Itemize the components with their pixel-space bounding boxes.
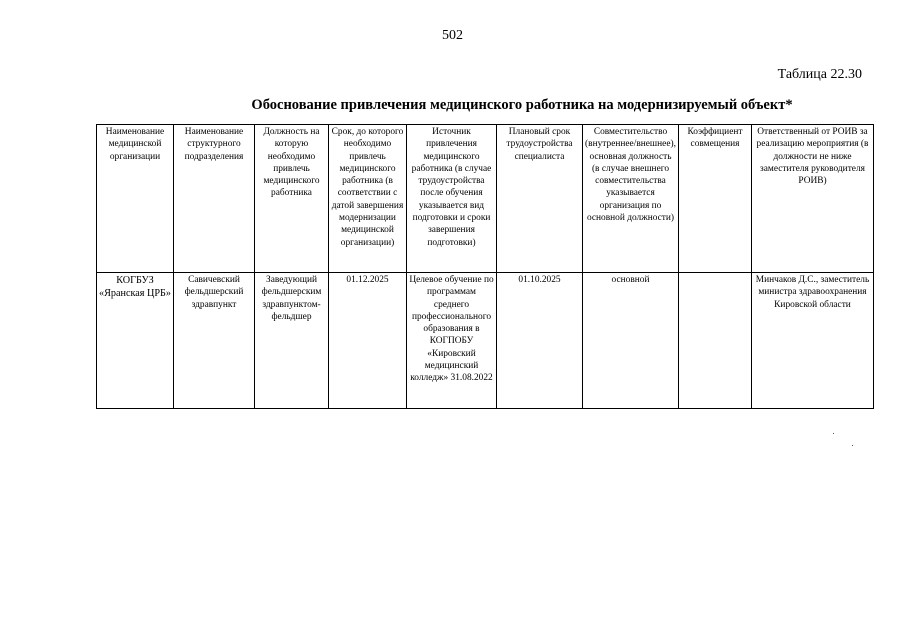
cell-deadline: 01.12.2025 (329, 273, 407, 409)
scan-speck (852, 445, 853, 446)
header-combination: Совместительство (внутреннее/внешнее), основная должность (в случае внешнего совместительства указывается организация по основной должности) (583, 125, 679, 273)
cell-source: Целевое обучение по программам среднего профессионального образования в КОГПОБУ «Кировский медицинский колледж» 31.08.2022 (407, 273, 497, 409)
header-responsible: Ответственный от РОИВ за реализацию мероприятия (в должности не ниже заместителя руководителя РОИВ) (752, 125, 874, 273)
cell-planned-date: 01.10.2025 (497, 273, 583, 409)
header-organization: Наименование медицинской организации (97, 125, 174, 273)
header-coefficient: Коэффициент совмещения (679, 125, 752, 273)
header-planned-date: Плановый срок трудоустройства специалиста (497, 125, 583, 273)
cell-position: Заведующий фельдшерским здравпунктом-фельдшер (255, 273, 329, 409)
cell-division: Савичевский фельдшерский здравпункт (174, 273, 255, 409)
cell-combination: основной (583, 273, 679, 409)
page-number: 502 (442, 28, 463, 43)
header-division: Наименование структурного подразделения (174, 125, 255, 273)
table-header-row (97, 125, 874, 273)
scan-speck (833, 433, 834, 434)
document-title: Обоснование привлечения медицинского работника на модернизируемый объект* (251, 97, 793, 113)
cell-coefficient (679, 273, 752, 409)
header-position: Должность на которую необходимо привлечь медицинского работника (255, 125, 329, 273)
header-source: Источник привлечения медицинского работника (в случае трудоустройства после обучения указывается вид подготовки и сроки завершения подготовки) (407, 125, 497, 273)
table-label: Таблица 22.30 (777, 67, 862, 82)
cell-organization: КОГБУЗ «Яранская ЦРБ» (97, 273, 174, 409)
header-deadline: Срок, до которого необходимо привлечь медицинского работника (в соответствии с датой завершения модернизации медицинской организации) (329, 125, 407, 273)
table-row (97, 273, 874, 409)
justification-table (96, 124, 874, 409)
cell-responsible: Минчаков Д.С., заместитель министра здравоохранения Кировской области (752, 273, 874, 409)
